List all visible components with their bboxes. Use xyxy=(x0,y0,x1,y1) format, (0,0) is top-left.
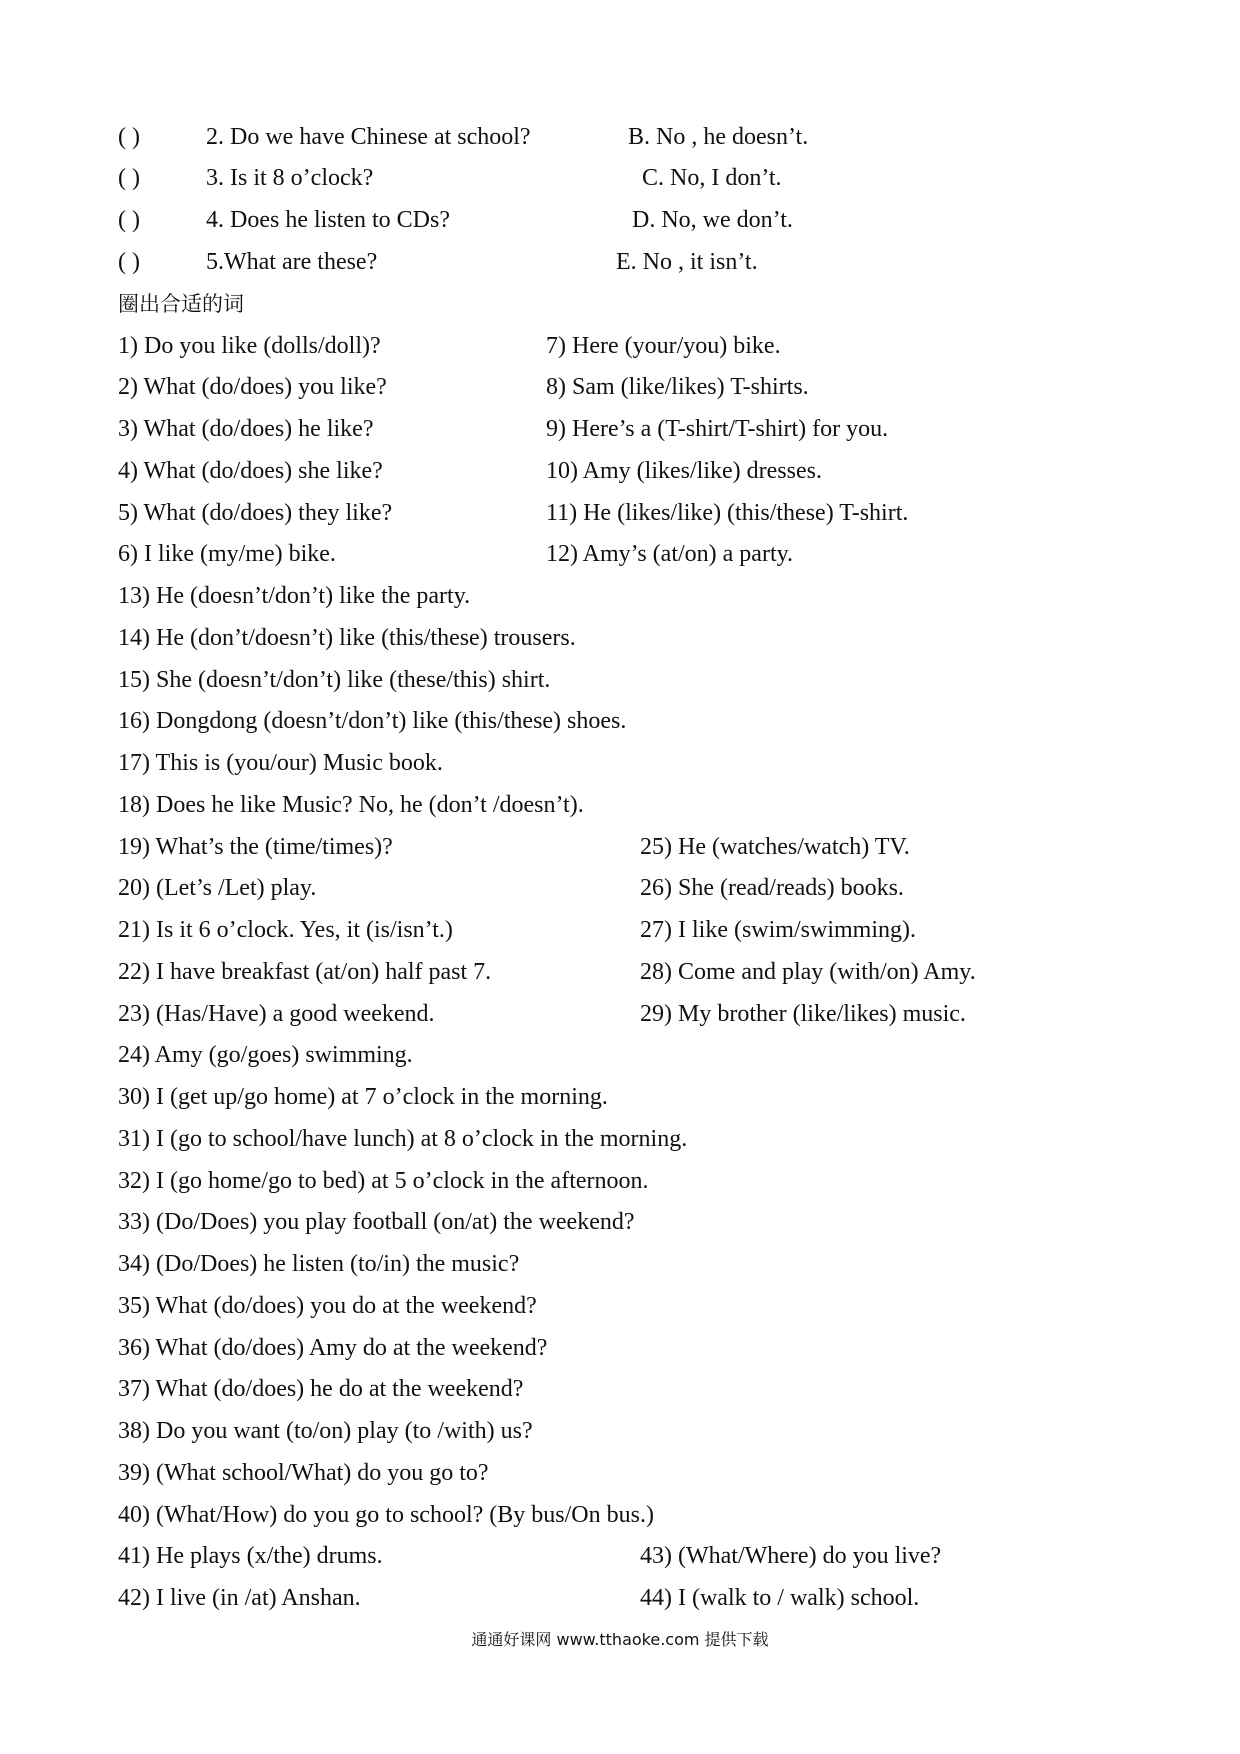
item-7: 7) Here (your/you) bike. xyxy=(546,333,781,359)
item-31: 31) I (go to school/have lunch) at 8 o’clock in the morning. xyxy=(118,1126,688,1152)
item-38: 38) Do you want (to/on) play (to /with) us? xyxy=(118,1418,533,1444)
matching-answer-e: E. No , it isn’t. xyxy=(616,249,758,275)
item-44: 44) I (walk to / walk) school. xyxy=(640,1585,920,1611)
item-25: 25) He (watches/watch) TV. xyxy=(640,834,910,860)
item-35: 35) What (do/does) you do at the weekend? xyxy=(118,1293,537,1319)
item-6: 6) I like (my/me) bike. xyxy=(118,541,336,567)
item-15: 15) She (doesn’t/don’t) like (these/this) shirt. xyxy=(118,667,551,693)
item-32: 32) I (go home/go to bed) at 5 o’clock in the afternoon. xyxy=(118,1168,649,1194)
item-43: 43) (What/Where) do you live? xyxy=(640,1543,942,1569)
item-23: 23) (Has/Have) a good weekend. xyxy=(118,1001,435,1027)
item-22: 22) I have breakfast (at/on) half past 7. xyxy=(118,959,492,985)
item-3: 3) What (do/does) he like? xyxy=(118,416,374,442)
item-5: 5) What (do/does) they like? xyxy=(118,500,393,526)
item-41: 41) He plays (x/the) drums. xyxy=(118,1543,383,1569)
item-30: 30) I (get up/go home) at 7 o’clock in the morning. xyxy=(118,1084,608,1110)
item-27: 27) I like (swim/swimming). xyxy=(640,917,916,943)
item-1: 1) Do you like (dolls/doll)? xyxy=(118,333,381,359)
item-34: 34) (Do/Does) he listen (to/in) the music? xyxy=(118,1251,520,1277)
item-17: 17) This is (you/our) Music book. xyxy=(118,750,443,776)
item-21: 21) Is it 6 o’clock. Yes, it (is/isn’t.) xyxy=(118,917,453,943)
item-19: 19) What’s the (time/times)? xyxy=(118,834,393,860)
item-13: 13) He (doesn’t/don’t) like the party. xyxy=(118,583,471,609)
matching-answer-b: B. No , he doesn’t. xyxy=(628,124,809,150)
item-16: 16) Dongdong (doesn’t/don’t) like (this/these) shoes. xyxy=(118,708,627,734)
item-14: 14) He (don’t/doesn’t) like (this/these) trousers. xyxy=(118,625,576,651)
item-24: 24) Amy (go/goes) swimming. xyxy=(118,1042,413,1068)
matching-question-3: 3. Is it 8 o’clock? xyxy=(206,165,374,191)
matching-question-5: 5.What are these? xyxy=(206,249,378,275)
item-42: 42) I live (in /at) Anshan. xyxy=(118,1585,361,1611)
item-18: 18) Does he like Music? No, he (don’t /doesn’t). xyxy=(118,792,584,818)
item-12: 12) Amy’s (at/on) a party. xyxy=(546,541,794,567)
item-33: 33) (Do/Does) you play football (on/at) the weekend? xyxy=(118,1209,635,1235)
item-9: 9) Here’s a (T-shirt/T-shirt) for you. xyxy=(546,416,889,442)
matching-question-4: 4. Does he listen to CDs? xyxy=(206,207,450,233)
item-2: 2) What (do/does) you like? xyxy=(118,374,387,400)
item-29: 29) My brother (like/likes) music. xyxy=(640,1001,966,1027)
matching-paren-4: ( ) xyxy=(118,207,140,233)
item-10: 10) Amy (likes/like) dresses. xyxy=(546,458,822,484)
item-39: 39) (What school/What) do you go to? xyxy=(118,1460,489,1486)
matching-paren-5: ( ) xyxy=(118,249,140,275)
item-4: 4) What (do/does) she like? xyxy=(118,458,383,484)
section-heading: 圈出合适的词 xyxy=(118,292,244,316)
item-26: 26) She (read/reads) books. xyxy=(640,875,904,901)
item-20: 20) (Let’s /Let) play. xyxy=(118,875,317,901)
item-28: 28) Come and play (with/on) Amy. xyxy=(640,959,976,985)
item-36: 36) What (do/does) Amy do at the weekend? xyxy=(118,1335,548,1361)
item-37: 37) What (do/does) he do at the weekend? xyxy=(118,1376,524,1402)
item-40: 40) (What/How) do you go to school? (By bus/On bus.) xyxy=(118,1502,654,1528)
footer-source-text: 通通好课网 www.tthaoke.com 提供下载 xyxy=(471,1630,769,1649)
matching-question-2: 2. Do we have Chinese at school? xyxy=(206,124,531,150)
item-11: 11) He (likes/like) (this/these) T-shirt. xyxy=(546,500,909,526)
matching-paren-2: ( ) xyxy=(118,124,140,150)
matching-paren-3: ( ) xyxy=(118,165,140,191)
matching-answer-c: C. No, I don’t. xyxy=(642,165,782,191)
item-8: 8) Sam (like/likes) T-shirts. xyxy=(546,374,809,400)
matching-answer-d: D. No, we don’t. xyxy=(632,207,793,233)
